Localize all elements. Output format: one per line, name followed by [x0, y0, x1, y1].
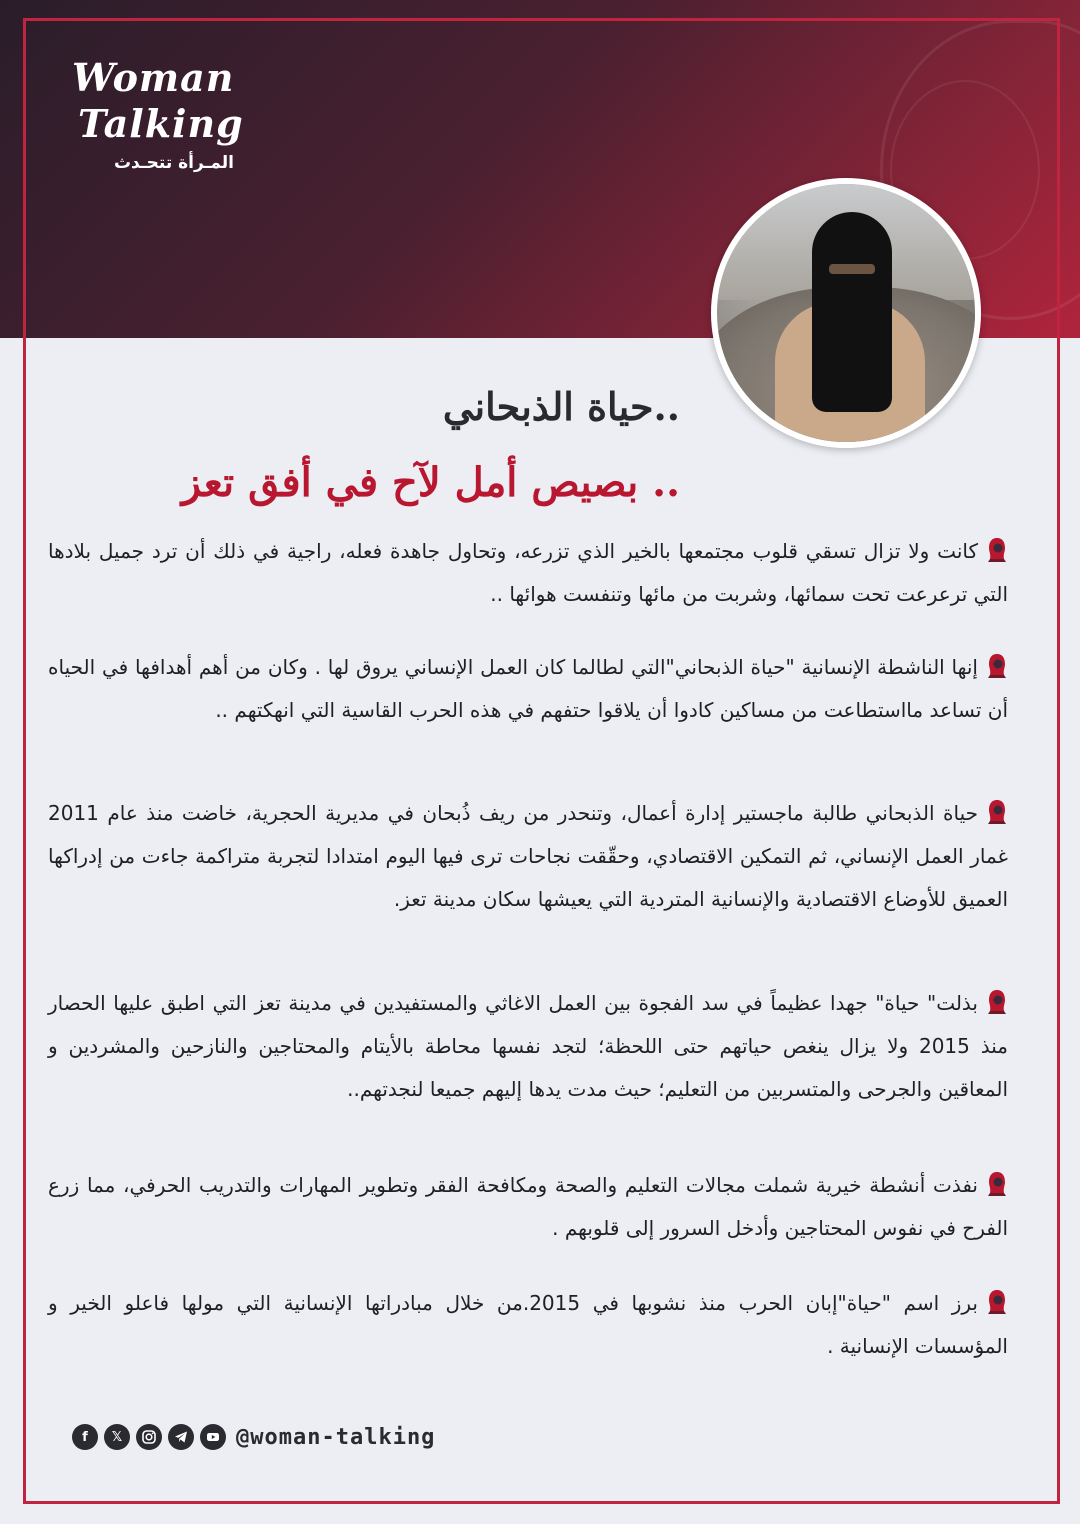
- paragraph-text: بذلت" حياة" جهدا عظيماً في سد الفجوة بين العمل الاغاثي والمستفيدين في مدينة تعز التي اطبق عليها الحصار منذ 2015 ولا يزال ينغص حياتهم حتى اللحظة؛ لتجد نفسها محاطة بالأيتام والمحتاجين والنازحين والمشردين و المعاقين والجرحى والمتسربين من التعليم؛ حيث مدت يدها إليهم جميعا لنجدتهم..: [48, 991, 1008, 1101]
- telegram-icon[interactable]: [168, 1424, 194, 1450]
- paragraph-text: إنها الناشطة الإنسانية "حياة الذبحاني"التي لطالما كان العمل الإنساني يروق لها . وكان من أهم أهدافها في الحياه أن تساعد مااستطاعت من مساكين كادوا أن يلاقوا حتفهم في هذه الحرب القاسية التي انهكتهم ..: [48, 655, 1008, 722]
- brand-logo: [72, 55, 262, 173]
- youtube-icon[interactable]: [200, 1424, 226, 1450]
- paragraph: [48, 792, 1008, 921]
- paragraph-text: حياة الذبحاني طالبة ماجستير إدارة أعمال، وتنحدر من ريف ذُبحان في مديرية الحجرية، خاضت منذ عام 2011 غمار العمل الإنساني، ثم التمكين الاقتصادي، وحقّقت نجاحات ترى فيها اليوم امتدادا لتجربة متراكمة جاءت من إدراكها العميق للأوضاع الاقتصادية والإنسانية المتردية التي يعيشها سكان مدينة تعز.: [48, 801, 1008, 911]
- woman-bullet-icon: [986, 537, 1008, 563]
- article-title: ..حياة الذبحاني: [442, 384, 680, 429]
- social-handle: @woman-talking: [236, 1424, 436, 1450]
- paragraph: [48, 646, 1008, 732]
- woman-bullet-icon: [986, 799, 1008, 825]
- instagram-icon[interactable]: [136, 1424, 162, 1450]
- logo-arabic-tagline: المـرأة تتحـدث: [113, 153, 234, 173]
- paragraph: [48, 530, 1008, 616]
- social-footer: [72, 1424, 435, 1450]
- x-icon[interactable]: 𝕏: [104, 1424, 130, 1450]
- paragraph: [48, 982, 1008, 1111]
- paragraph-text: نفذت أنشطة خيرية شملت مجالات التعليم والصحة ومكافحة الفقر وتطوير المهارات والتدريب الحرفي، مما زرع الفرح في نفوس المحتاجين وأدخل السرور إلى قلوبهم .: [48, 1173, 1008, 1240]
- paragraph-text: برز اسم "حياة"إبان الحرب منذ نشوبها في 2015.من خلال مبادراتها الإنسانية التي مولها فاعلو الخير و المؤسسات الإنسانية .: [48, 1291, 1008, 1358]
- paragraph: [48, 1164, 1008, 1250]
- woman-bullet-icon: [986, 1171, 1008, 1197]
- facebook-icon[interactable]: f: [72, 1424, 98, 1450]
- logo-word-woman: Woman: [72, 55, 235, 100]
- paragraph-text: كانت ولا تزال تسقي قلوب مجتمعها بالخير الذي تزرعه، وتحاول جاهدة فعله، راجية في ذلك أن ترد جميل بلادها التي ترعرعت تحت سمائها، وشربت من مائها وتنفست هوائها ..: [48, 539, 1008, 606]
- woman-bullet-icon: [986, 1289, 1008, 1315]
- article-subtitle: .. بصيص أمل لآح في أفق تعز: [181, 459, 680, 506]
- logo-word-talking: Talking: [78, 101, 244, 146]
- woman-bullet-icon: [986, 653, 1008, 679]
- paragraph: [48, 1282, 1008, 1368]
- profile-photo: [711, 178, 981, 448]
- woman-bullet-icon: [986, 989, 1008, 1015]
